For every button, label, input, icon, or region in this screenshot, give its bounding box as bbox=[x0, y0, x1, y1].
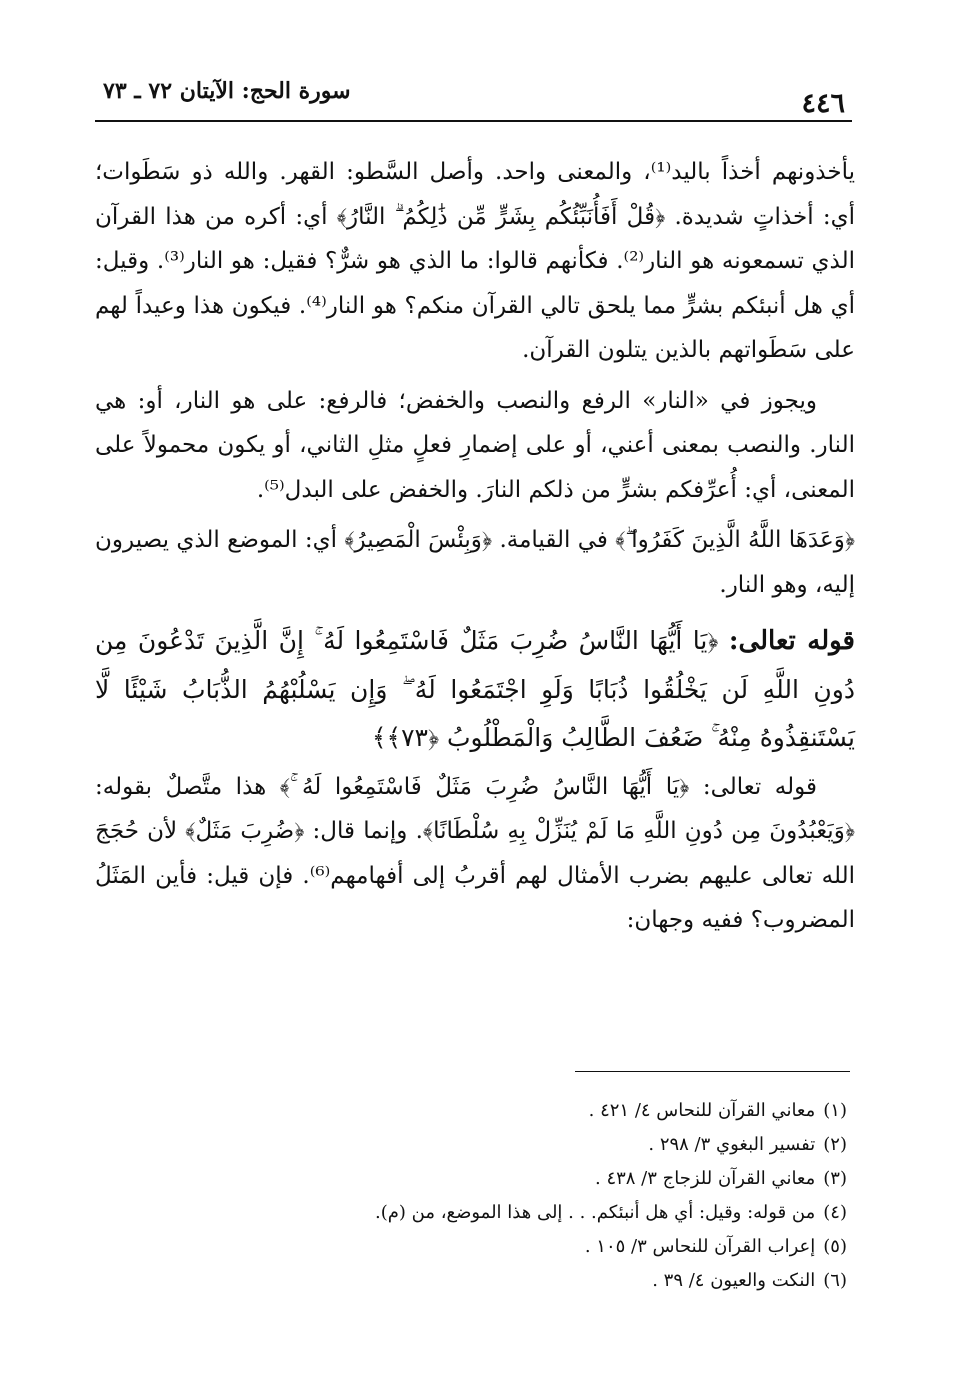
footnote-text: معاني القرآن للزجاج ٣/ ٤٣٨ . bbox=[594, 1168, 816, 1189]
verse-heading-text: ﴿يَا أَيُّهَا النَّاسُ ضُرِبَ مَثَلٌ فَاسْتَمِعُوا لَهُ ۚ إِنَّ الَّذِينَ تَدْعُونَ مِن دُونِ اللَّهِ لَن يَخْلُقُوا ذُبَابًا وَلَوِ اجْتَمَعُوا لَهُ ۖ وَإِن يَسْلُبْهُمُ الذُّبَابُ شَيْئًا لَّا يَسْتَنقِذُوهُ مِنْهُ ۚ ضَعُفَ الطَّالِبُ وَالْمَطْلُوبُ ﴿٧٣﴾﴾ bbox=[95, 626, 855, 752]
footnote bbox=[127, 1230, 847, 1264]
verse-heading bbox=[95, 617, 855, 763]
footnote-text: من قوله: وقيل: أي هل أنبئكم. . . إلى هذا الموضع، من (م). bbox=[375, 1202, 816, 1223]
footnote bbox=[127, 1162, 847, 1196]
footnote-number: (٣) bbox=[823, 1168, 847, 1189]
header-rule bbox=[95, 120, 852, 122]
paragraph-1: يأخذونهم أخذاً باليد⁽¹⁾، والمعنى واحد. وأصل السَّطو: القهر. والله ذو سَطَوات؛ أي: أخذاتٍ شديدة. ﴿قُلْ أَفَأُنَبِّئُكُم بِشَرٍّ مِّن ذَٰلِكُمُ ۗ النَّارُ﴾ أي: أكره من هذا القرآن الذي تسمعونه هو النار⁽²⁾. فكأنهم قالوا: ما الذي هو شرٌّ؟ فقيل: هو النار⁽³⁾. وقيل: أي هل أنبئكم بشرٍّ مما يلحق تالي القرآن منكم؟ هو النار⁽⁴⁾. فيكون هذا وعيداً لهم على سَطَواتهم بالذين يتلون القرآن. bbox=[95, 159, 856, 363]
paragraph-3: ﴿وَعَدَهَا اللَّهُ الَّذِينَ كَفَرُوا ۖ﴾ في القيامة. ﴿وَبِئْسَ الْمَصِيرُ﴾ أي: الموضع الذي يصيرون إليه، وهو النار. bbox=[95, 527, 855, 598]
footnote-rule bbox=[575, 1071, 850, 1072]
footnote bbox=[127, 1094, 847, 1128]
footnote-text: معاني القرآن للنحاس ٤/ ٤٢١ . bbox=[588, 1100, 816, 1121]
footnote-text: إعراب القرآن للنحاس ٣/ ١٠٥ . bbox=[584, 1236, 816, 1257]
footnote bbox=[127, 1264, 847, 1298]
footnotes bbox=[127, 1094, 847, 1298]
footnote bbox=[127, 1196, 847, 1230]
page-number: ٤٤٦ bbox=[801, 88, 845, 119]
footnote-text: النكت والعيون ٤/ ٣٩ . bbox=[652, 1270, 816, 1291]
footnote bbox=[127, 1128, 847, 1162]
paragraph-4: قوله تعالى: ﴿يَا أَيُّهَا النَّاسُ ضُرِبَ مَثَلٌ فَاسْتَمِعُوا لَهُ ۚ﴾ هذا متَّصلٌ بقوله: ﴿وَيَعْبُدُونَ مِن دُونِ اللَّهِ مَا لَمْ يُنَزِّلْ بِهِ سُلْطَانًا﴾. وإنما قال: ﴿ضُرِبَ مَثَلٌ﴾ لأن حُجَجَ الله تعالى عليهم بضرب الأمثال لهم أقربُ إلى أفهامهم⁽⁶⁾. فإن قيل: فأين المَثَلُ المضروب؟ ففيه وجهان: bbox=[95, 773, 855, 933]
footnote-number: (١) bbox=[823, 1100, 847, 1121]
running-title: سورة الحج: الآيتان ٧٢ ـ ٧٣ bbox=[103, 78, 351, 104]
footnote-number: (٤) bbox=[823, 1202, 847, 1223]
main-text bbox=[95, 150, 855, 943]
page-header bbox=[95, 70, 847, 120]
paragraph-2: ويجوز في «النار» الرفع والنصب والخفض؛ فالرفع: على هو النار، أو: هي النار. والنصب بمعنى أعني، أو على إضمارِ فعلٍ مثلِ الثاني، أو يكون محمولاً على المعنى، أي: أُعرِّفكم بشرٍّ من ذلكم النارَ. والخفض على البدل⁽⁵⁾. bbox=[95, 387, 855, 503]
verse-heading-lead: قوله تعالى: bbox=[728, 626, 855, 656]
footnote-number: (٢) bbox=[823, 1134, 847, 1155]
footnote-number: (٥) bbox=[823, 1236, 847, 1257]
footnote-number: (٦) bbox=[823, 1270, 847, 1291]
footnote-text: تفسير البغوي ٣/ ٢٩٨ . bbox=[648, 1134, 816, 1155]
